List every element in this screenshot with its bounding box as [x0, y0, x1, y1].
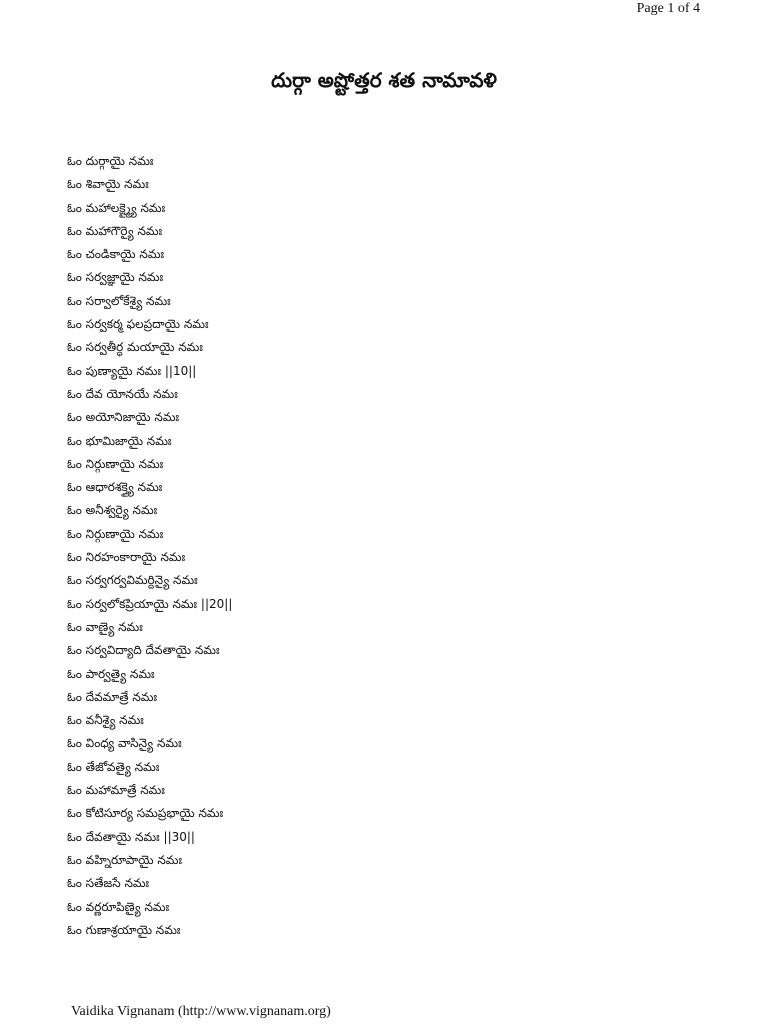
document-title: దుర్గా అష్టోత్తర శత నామావళి — [271, 68, 497, 92]
list-item: ఓం సర్వకర్మ ఫలప్రదాయై నమః — [67, 317, 209, 332]
list-item: ఓం వహ్నిరూపాయై నమః — [67, 852, 183, 867]
list-item: ఓం నిరహంకారాయై నమః — [67, 550, 186, 565]
list-item: ఓం సర్వాలోకేశ్యై నమః — [67, 293, 171, 308]
list-item: ఓం దేవమాత్రే నమః — [67, 689, 158, 704]
list-item: ఓం అనీశ్వర్యై నమః — [67, 503, 158, 518]
list-item: ఓం వనీశ్యై నమః — [67, 713, 144, 728]
list-item: ఓం భూమిజాయై నమః — [67, 433, 172, 448]
list-item: ఓం సర్వలోకప్రియాయై నమః ||20|| — [67, 596, 233, 611]
list-item: ఓం దుర్గాయై నమః — [67, 154, 154, 168]
list-item: ఓం సర్వగర్వవిమర్దిన్యై నమః — [67, 573, 198, 588]
list-item: ఓం సతేజసే నమః — [67, 876, 150, 891]
list-item: ఓం దేవతాయై నమః ||30|| — [67, 829, 195, 844]
list-item: ఓం పుణ్యాయై నమః ||10|| — [67, 363, 197, 378]
list-item: ఓం వాణ్యై నమః — [67, 619, 143, 634]
list-item: ఓం పార్వత్యై నమః — [67, 666, 155, 681]
list-item: ఓం మహామాత్రే నమః — [67, 783, 165, 798]
list-item: ఓం శివాయై నమః — [67, 177, 149, 192]
list-item: ఓం అయోనిజాయై నమః — [67, 410, 180, 425]
list-item: ఓం మహాలక్ష్మ్యై నమః — [67, 200, 166, 215]
list-item: ఓం వర్ణరూపిణ్యై నమః — [67, 899, 170, 914]
list-item: ఓం దేవ యోనయే నమః — [67, 386, 178, 401]
list-item: ఓం చండికాయై నమః — [67, 247, 165, 262]
list-item: ఓం మహాగౌర్యై నమః — [67, 223, 163, 238]
list-item: ఓం తేజోవత్యై నమః — [67, 759, 160, 774]
page-footer: Vaidika Vignanam (http://www.vignanam.org) — [71, 1004, 331, 1019]
list-item: ఓం వింధ్య వాసిన్యై నమః — [67, 736, 182, 751]
names-list — [67, 150, 232, 942]
list-item: ఓం కోటిసూర్య సమప్రభాయై నమః — [67, 806, 224, 821]
list-item: ఓం గుణాశ్రయాయై నమః — [67, 922, 181, 937]
list-item: ఓం నిర్గుణాయై నమః — [67, 526, 164, 541]
list-item: ఓం సర్వవిద్యాది దేవతాయై నమః — [67, 643, 220, 658]
list-item: ఓం నిర్గుణాయై నమః — [67, 456, 164, 471]
page-number: Page 1 of 4 — [636, 1, 700, 16]
list-item: ఓం సర్వజ్ఞాయై నమః — [67, 270, 164, 285]
list-item: ఓం ఆధారశక్త్యై నమః — [67, 480, 163, 495]
list-item: ఓం సర్వతీర్ధ మయాయై నమః — [67, 340, 203, 355]
